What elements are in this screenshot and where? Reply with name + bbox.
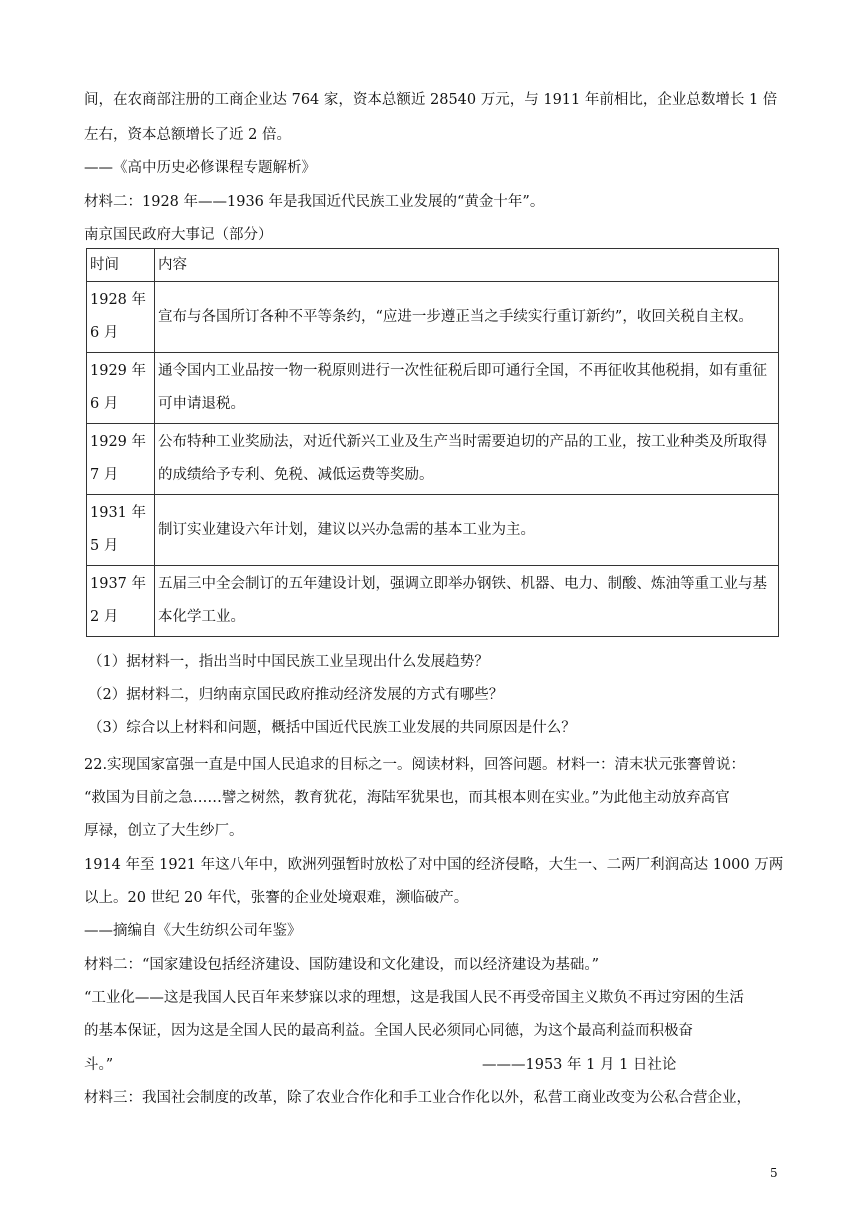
paragraph-line: 间，在农商部注册的工商企业达 764 家，资本总额近 28540 万元，与 1911 年前相比，企业总数增长 1 倍 (84, 92, 778, 108)
table-header-row (87, 249, 779, 282)
source-citation: ——《高中历史必修课程专题解析》 (84, 160, 316, 176)
page-number: 5 (770, 1166, 778, 1180)
table-row (87, 424, 779, 495)
paragraph-line: 以上。20 世纪 20 年代，张謇的企业处境艰难，濒临破产。 (84, 890, 469, 906)
cell-content: 通令国内工业品按一物一税原则进行一次性征税后即可通行全国，不再征收其他税捐，如有重征可申请退税。 (155, 353, 779, 424)
question-22-intro: 22.实现国家富强一直是中国人民追求的目标之一。阅读材料，回答问题。材料一：清末状元张謇曾说： (84, 757, 746, 773)
source-citation: ——摘编自《大生纺织公司年鉴》 (84, 923, 302, 939)
paragraph-line: “工业化——这是我国人民百年来梦寐以求的理想，这是我国人民不再受帝国主义欺负不再过穷困的生活 (84, 990, 744, 1006)
material-heading: 材料二：1928 年——1936 年是我国近代民族工业发展的“黄金十年”。 (84, 194, 545, 210)
cell-time: 1937 年 2 月 (87, 566, 155, 637)
cell-time: 1928 年 6 月 (87, 282, 155, 353)
header-time: 时间 (87, 249, 155, 282)
question-2: （2）据材料二，归纳南京国民政府推动经济发展的方式有哪些？ (88, 687, 504, 703)
cell-time: 1929 年 7 月 (87, 424, 155, 495)
question-1: （1）据材料一，指出当时中国民族工业呈现出什么发展趋势？ (88, 654, 489, 670)
paragraph-line: 1914 年至 1921 年这八年中，欧洲列强暂时放松了对中国的经济侵略，大生一、二两厂利润高达 1000 万两 (84, 857, 784, 873)
paragraph-line: 的基本保证，因为这是全国人民的最高利益。全国人民必须同心同德，为这个最高利益而积极奋 (84, 1023, 693, 1039)
table-row (87, 566, 779, 637)
paragraph-line: 左右，资本总额增长了近 2 倍。 (84, 127, 291, 143)
table-caption: 南京国民政府大事记（部分） (84, 227, 273, 243)
header-content: 内容 (155, 249, 779, 282)
paragraph-line: 厚禄，创立了大生纱厂。 (84, 823, 244, 839)
cell-content: 宣布与各国所订各种不平等条约，“应进一步遵正当之手续实行重订新约”，收回关税自主权。 (155, 282, 779, 353)
paragraph-line: “救国为目前之急……譬之树然，教育犹花，海陆军犹果也，而其根本则在实业。”为此他主动放弃高官 (84, 790, 730, 806)
cell-content: 制订实业建设六年计划，建议以兴办急需的基本工业为主。 (155, 495, 779, 566)
cell-content: 公布特种工业奖励法，对近代新兴工业及生产当时需要迫切的产品的工业，按工业种类及所取得的成绩给予专利、免税、减低运费等奖励。 (155, 424, 779, 495)
events-table (86, 248, 779, 637)
table-row (87, 282, 779, 353)
paragraph-line: 斗。” (84, 1057, 114, 1073)
cell-content: 五届三中全会制订的五年建设计划，强调立即举办钢铁、机器、电力、制酸、炼油等重工业与基本化学工业。 (155, 566, 779, 637)
table-row (87, 495, 779, 566)
table-row (87, 353, 779, 424)
cell-time: 1931 年 5 月 (87, 495, 155, 566)
material-heading: 材料二：“国家建设包括经济建设、国防建设和文化建设，而以经济建设为基础。” (84, 957, 600, 973)
cell-time: 1929 年 6 月 (87, 353, 155, 424)
source-citation: ———1953 年 1 月 1 日社论 (482, 1057, 677, 1073)
material-heading: 材料三：我国社会制度的改革，除了农业合作化和手工业合作化以外，私营工商业改变为公私合营企业， (84, 1090, 751, 1106)
question-3: （3）综合以上材料和问题，概括中国近代民族工业发展的共同原因是什么？ (88, 720, 576, 736)
